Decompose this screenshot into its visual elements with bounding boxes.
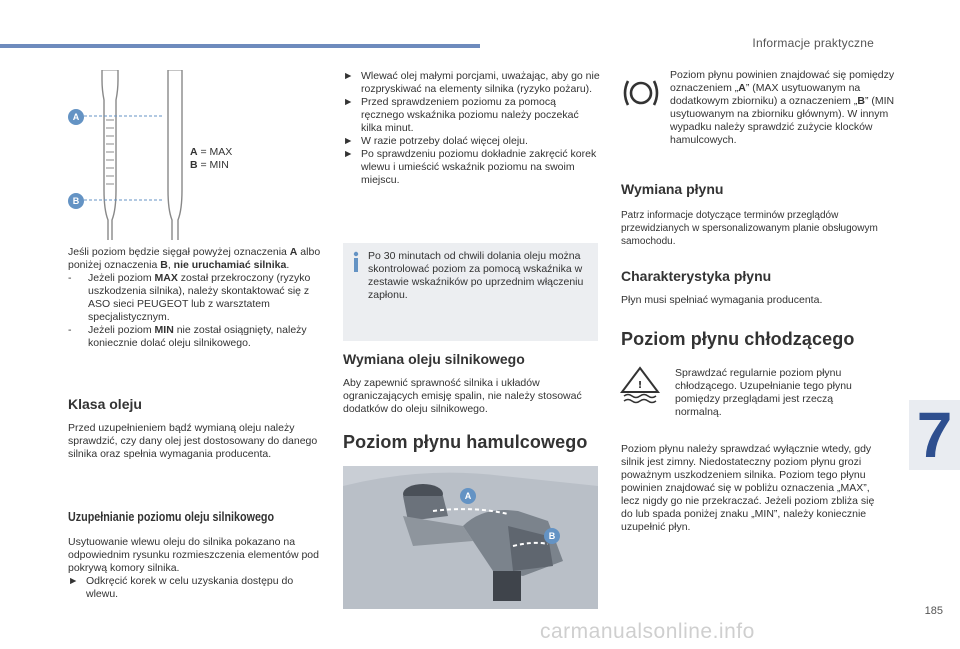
text: ” (MAX usytuowanym na dodatkowym zbiorniku) a oznaczeniem „: [670, 82, 861, 107]
section-title-plyn-chlodzacy: Poziom płynu chłodzącego: [621, 329, 855, 349]
coolant-warning-icon: [620, 366, 660, 406]
dipstick-badge-b: B: [68, 193, 84, 209]
text: Jeżeli poziom: [88, 272, 155, 284]
text: został przekroczony (ryzyko uszkodzenia silnika), należy skontaktować się z ASO sieci PEUGEOT lub z warsztatem specjalistycznym.: [88, 272, 311, 323]
triangle-bullet-icon: ►: [343, 148, 354, 160]
bullet-item: [68, 575, 323, 601]
text: Jeśli poziom będzie sięgał powyżej oznaczenia: [68, 246, 290, 258]
uzupelnianie-section: [68, 536, 323, 601]
chapter-title: Informacje praktyczne: [752, 36, 874, 50]
section-title-uzupelnianie: Uzupełnianie poziomu oleju silnikowego: [68, 510, 275, 524]
brake-reservoir-photo: [343, 466, 598, 609]
bullet-item: [343, 70, 601, 96]
triangle-bullet-icon: ►: [343, 96, 354, 108]
photo-badge-a: A: [460, 488, 476, 504]
legend-a-letter: A: [190, 146, 198, 158]
info-box: [343, 243, 598, 341]
text: Wlewać olej małymi porcjami, uważając, aby go nie rozpryskiwać na elementy silnika (ryzyko pożaru).: [361, 70, 600, 95]
brake-warning-icon: [623, 78, 659, 108]
text: .: [286, 259, 290, 271]
dipstick-badge-a: A: [68, 109, 84, 125]
text: W razie potrzeby dolać więcej oleju.: [361, 135, 528, 147]
bullet-item: [343, 148, 601, 187]
text: nie uruchamiać silnika: [173, 259, 287, 271]
text: MIN: [154, 324, 174, 336]
dipstick-illustration: [62, 70, 202, 240]
text: nie został osiągnięty, należy koniecznie dolać oleju silnikowego.: [88, 324, 307, 349]
photo-badge-b: B: [544, 528, 560, 544]
info-icon: [349, 251, 363, 273]
triangle-bullet-icon: ►: [343, 135, 354, 147]
page-number: 185: [924, 605, 943, 617]
text: ,: [167, 259, 174, 271]
legend-b-letter: B: [190, 159, 198, 171]
triangle-bullet-icon: ►: [343, 70, 354, 82]
text: Poziom płynu powinien znajdować się pomiędzy oznaczeniem „: [670, 69, 895, 94]
text: Po sprawdzeniu poziomu dokładnie zakręcić korek wlewu i umieścić wskaźnik poziomu na swoim miejscu.: [361, 148, 597, 186]
text: B: [857, 95, 865, 107]
dash-item-min: [68, 324, 328, 350]
svg-text:!: !: [637, 380, 643, 391]
bullet-item: [343, 135, 601, 148]
charakterystyka-text: Płyn musi spełniać wymagania producenta.: [621, 294, 823, 306]
wymiana-plynu-text: Patrz informacje dotyczące terminów przeglądów przewidzianych w spersonalizowanym planie obsługowym samochodu.: [621, 210, 878, 247]
section-title-wymiana-plynu: Wymiana płynu: [621, 181, 724, 197]
dipstick-legend: [190, 146, 270, 172]
watermark: carmanualsonline.info: [540, 620, 755, 643]
text: A: [738, 82, 746, 94]
dash-item-max: [68, 272, 328, 324]
chapter-number: 7: [916, 399, 953, 471]
section-title-charakterystyka: Charakterystyka płynu: [621, 268, 772, 284]
text: Odkręcić korek w celu uzyskania dostępu do wlewu.: [86, 575, 294, 600]
text: A: [289, 246, 298, 258]
text: ” (MIN usytuowanym na zbiorniku głównym). W innym wypadku należy sprawdzić zużycie klocków hamulcowych.: [670, 95, 895, 146]
wymiana-oleju-text: Aby zapewnić sprawność silnika i układów ograniczających emisję spalin, nie należy stosować dodatków do oleju silnikowego.: [343, 377, 582, 415]
section-title-wymiana-oleju: Wymiana oleju silnikowego: [343, 351, 525, 367]
legend-a-text: = MAX: [197, 146, 233, 158]
bullet-item: [343, 96, 601, 135]
info-box-text: Po 30 minutach od chwili dolania oleju można skontrolować poziom za pomocą wskaźnika w zestawie wskaźników po uprzednim włączeniu zapłonu.: [368, 250, 584, 301]
brake-level-text: [670, 69, 905, 147]
chlodzacy-text: Poziom płynu należy sprawdzać wyłącznie wtedy, gdy silnik jest zimny. Niedostateczny poziom płynu grozi poważnym uszkodzeniem silnika. Poziom tego płynu powinien znajdować się w pobliżu oznaczenia „MAX”, lecz nigdy go nie przekraczać. Jeżeli poziom zbliża się do lub spada poniżej znaku „MIN”, należy koniecznie uzupełnić płyn.: [621, 443, 875, 533]
dash-mark: -: [68, 324, 72, 336]
oil-level-warning: [68, 246, 328, 350]
legend-b-text: = MIN: [197, 159, 229, 171]
klasa-oleju-text: Przed uzupełnieniem bądź wymianą oleju należy sprawdzić, czy dany olej jest dostosowany do danego silnika oraz spełnia wymagania producenta.: [68, 422, 318, 460]
text: albo poniżej oznaczenia: [68, 246, 321, 271]
text: Przed sprawdzeniem poziomu za pomocą ręcznego wskaźnika poziomu należy poczekać kilka minut.: [361, 96, 579, 134]
header-accent-bar: [0, 44, 480, 48]
chlodzacy-icon-text: Sprawdzać regularnie poziom płynu chłodzącego. Uzupełnianie tego płynu pomiędzy przeglądami jest rzeczą normalną.: [675, 367, 852, 418]
text: MAX: [154, 272, 178, 284]
text: Jeżeli poziom: [88, 324, 155, 336]
dash-mark: -: [68, 272, 72, 284]
section-title-klasa-oleju: Klasa oleju: [68, 396, 142, 412]
triangle-bullet-icon: ►: [68, 575, 79, 587]
text: B: [160, 259, 168, 271]
uzupelnianie-text: Usytuowanie wlewu oleju do silnika pokazano na odpowiednim rysunku rozmieszczenia elementów pod pokrywą komory silnika.: [68, 536, 319, 574]
oil-refill-steps: [343, 70, 601, 187]
section-title-plyn-hamulcowy: Poziom płynu hamulcowego: [343, 432, 588, 452]
chapter-tab: [909, 400, 960, 470]
